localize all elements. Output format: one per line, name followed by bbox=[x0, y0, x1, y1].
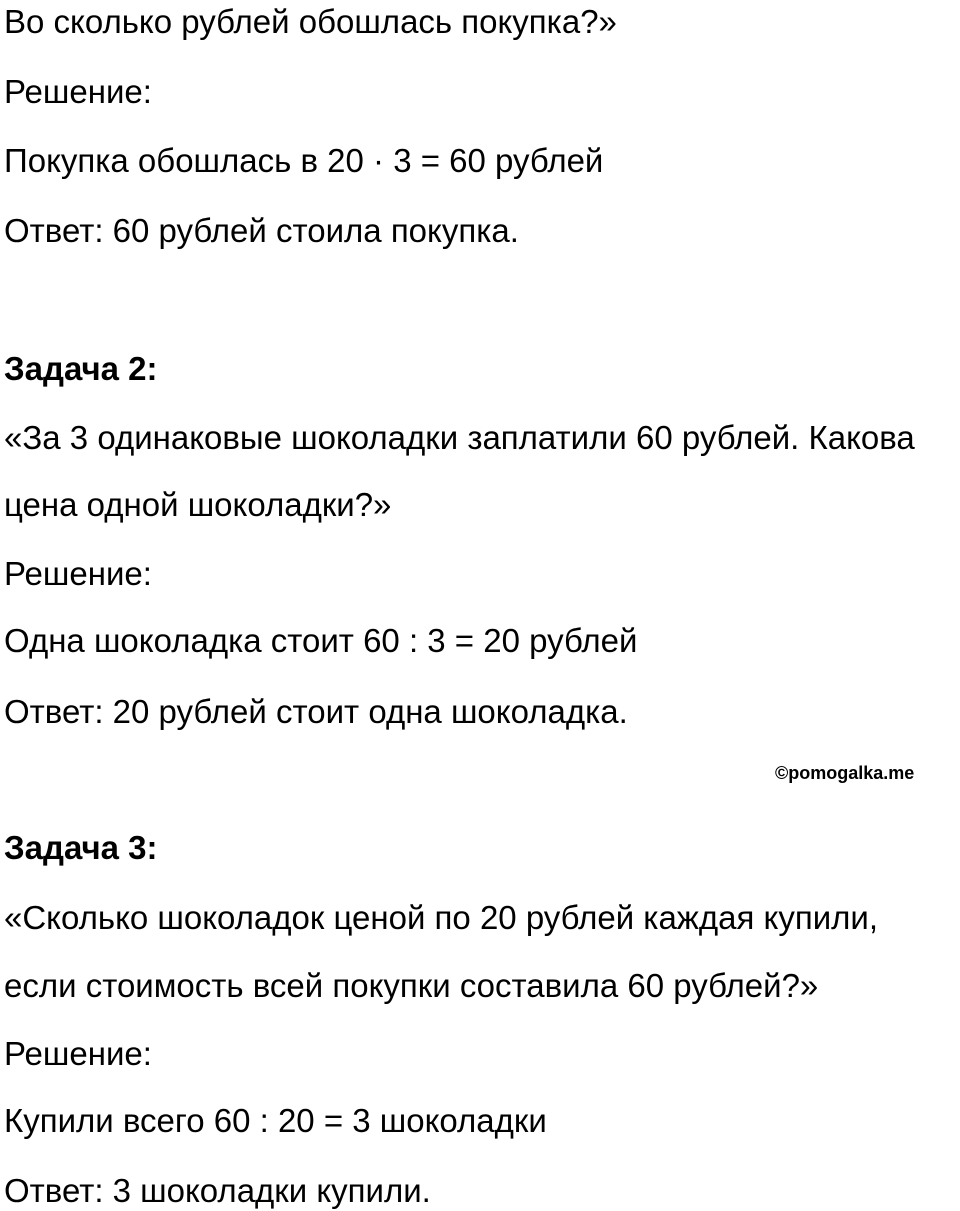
task3-question-line1: «Сколько шоколадок ценой по 20 рублей каждая купили, bbox=[4, 899, 879, 936]
task3-question-line2: если стоимость всей покупки составила 60 рублей?» bbox=[4, 967, 819, 1004]
task3-answer: Ответ: 3 шоколадки купили. bbox=[4, 1172, 431, 1209]
task2-question-line1: «За 3 одинаковые шоколадки заплатили 60 рублей. Какова bbox=[4, 419, 915, 456]
task3-solution: Купили всего 60 : 20 = 3 шоколадки bbox=[4, 1102, 547, 1139]
task1-solution: Покупка обошлась в 20 · 3 = 60 рублей bbox=[4, 142, 604, 179]
task1-answer: Ответ: 60 рублей стоила покупка. bbox=[4, 212, 519, 249]
task2-title: Задача 2: bbox=[4, 350, 158, 387]
task2-solution-label: Решение: bbox=[4, 555, 152, 592]
task1-solution-label: Решение: bbox=[4, 73, 152, 110]
task1-question-tail: Во сколько рублей обошлась покупка?» bbox=[4, 3, 617, 40]
task2-answer: Ответ: 20 рублей стоит одна шоколадка. bbox=[4, 693, 628, 730]
watermark: ©pomogalka.me bbox=[775, 763, 915, 783]
task3-title: Задача 3: bbox=[4, 829, 158, 866]
task2-question-line2: цена одной шоколадки?» bbox=[4, 486, 392, 523]
task3-solution-label: Решение: bbox=[4, 1035, 152, 1072]
task2-solution: Одна шоколадка стоит 60 : 3 = 20 рублей bbox=[4, 622, 638, 659]
